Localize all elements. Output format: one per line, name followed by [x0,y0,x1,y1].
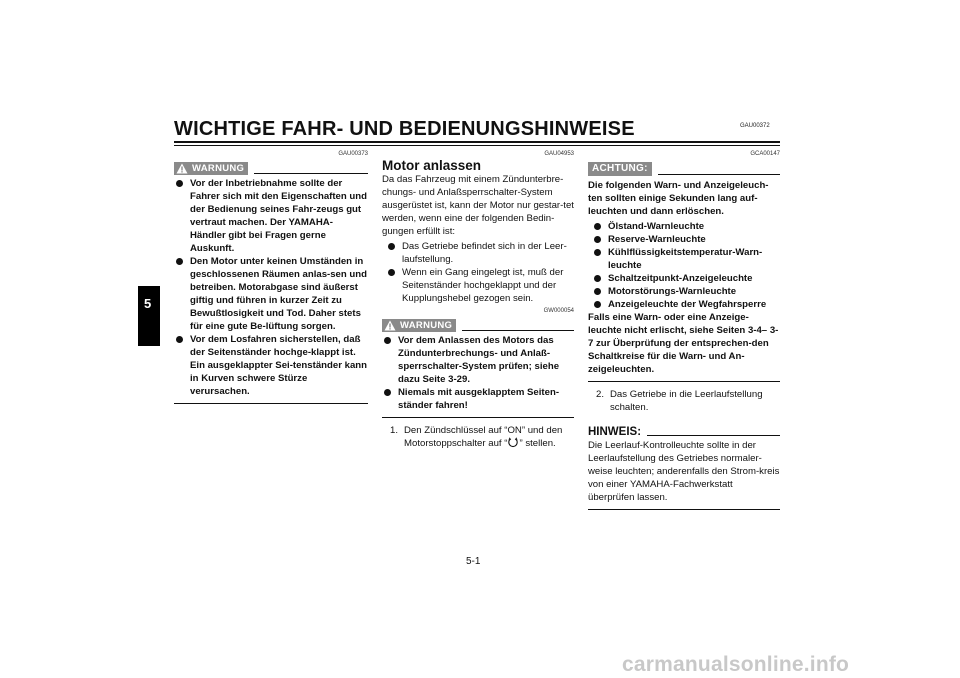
page-title: WICHTIGE FAHR- UND BEDIENUNGSHINWEISE [174,118,635,140]
condition-list [382,240,574,305]
list-item: Vor dem Losfahren sicherstellen, daß der Seitenständer hochge-klappt ist. Ein ausgeklappter Sei-tenständer kann in Kurven schwere Stürze verursachen. [174,333,368,398]
warning-triangle-icon [176,163,188,174]
block-code: GCA00147 [750,151,780,157]
list-item: Vor der Inbetriebnahme sollte der Fahrer sich mit den Eigenschaften und der Bedienung seines Fahr-zeugs gut vertraut machen. Der YAMAHA-Händler gibt bei Fragen gerne Auskunft. [174,177,368,255]
list-item: Niemals mit ausgeklapptem Seiten-ständer fahren! [382,386,574,412]
bullet-dot-icon [388,269,395,276]
list-item: Schaltzeitpunkt-Anzeigeleuchte [588,272,780,285]
warning-rule [254,173,368,174]
page-number: 5-1 [466,556,481,567]
bullet-dot-icon [176,258,183,265]
block-code: GAU04953 [544,151,574,157]
bullet-dot-icon [176,336,183,343]
block-code: GAU00373 [338,151,368,157]
note-box-end [588,509,780,510]
caution-box-end [588,381,780,382]
bullet-dot-icon [594,288,601,295]
watermark: carmanualsonline.info [622,653,850,676]
warning-header [382,319,574,332]
bullet-dot-icon [384,337,391,344]
step-number: 2. [596,389,605,400]
caution-rule [658,174,780,175]
warning-list [382,334,574,412]
step-1: 1. Den Zündschlüssel auf “ON” und den Motorstoppschalter auf “ ” stellen. [390,425,563,449]
engine-run-symbol-icon [507,437,519,448]
section-code: GAU00372 [740,123,770,129]
column-1 [174,150,368,404]
caution-intro: Die folgenden Warn- und Anzeigeleuch-ten sollten einige Sekunden lang auf-leuchten und dann erlöschen. [588,180,769,217]
step-2: 2. Das Getriebe in die Leerlaufstellung schalten. [596,389,763,413]
caution-header [588,162,780,176]
column-3 [588,150,780,510]
warning-label: WARNUNG [400,320,453,331]
section-heading: Motor anlassen [382,158,482,173]
note-rule [647,435,780,436]
warning-triangle-icon [384,320,396,331]
bullet-dot-icon [594,301,601,308]
column-2 [382,150,574,450]
note-header [588,426,780,439]
bullet-dot-icon [594,223,601,230]
warning-label: WARNUNG [192,163,245,174]
warning-badge [382,319,456,332]
bullet-dot-icon [388,243,395,250]
bullet-dot-icon [384,389,391,396]
bullet-dot-icon [594,249,601,256]
list-item: Vor dem Anlassen des Motors das Zündunterbrechungs- und Anlaß-sperrschalter-System prüfen; siehe dazu Seite 3-29. [382,334,574,386]
chapter-tab [138,286,160,346]
list-item: Den Motor unter keinen Umständen in geschlossenen Räumen anlas-sen und betreiben. Motorabgase sind äußerst giftig und führen in kurzer Zeit zu Bewußtlosigkeit und Tod. Daher stets für eine gute Be-lüftung sorgen. [174,255,368,333]
bullet-dot-icon [594,275,601,282]
list-item: Wenn ein Gang eingelegt ist, muß der Seitenständer hochgeklappt und der Kupplungshebel gezogen sein. [382,266,574,305]
chapter-number: 5 [144,296,152,311]
list-item: Reserve-Warnleuchte [588,233,780,246]
warning-box-end [382,417,574,418]
title-rule [174,141,780,143]
warning-rule [462,330,574,331]
list-item: Anzeigeleuchte der Wegfahrsperre [588,298,780,311]
indicator-list [588,220,780,311]
intro-text: Da das Fahrzeug mit einem Zündunterbre-chungs- und Anlaßsperrschalter-System ausgerüstet ist, kann der Motor nur gestar-tet werden, wenn eine der folgenden Bedin-gungen erfüllt ist: [382,174,574,237]
warning-header [174,162,368,175]
caution-outro: Falls eine Warn- oder eine Anzeige-leuchte nicht erlischt, siehe Seiten 3-4– 3-7 zur Überprüfung der entsprechen-den Schaltkreise für die Warn- und An-zeigeleuchten. [588,312,779,375]
warning-box-end [174,403,368,404]
list-item: Das Getriebe befindet sich in der Leer-laufstellung. [382,240,574,266]
note-text: Die Leerlauf-Kontrolleuchte sollte in der Leerlaufstellung des Getriebes normaler-weise leuchten; anderenfalls den Strom-kreis von einer YAMAHA-Fachwerkstatt überprüfen lassen. [588,440,780,503]
list-item: Motorstörungs-Warnleuchte [588,285,780,298]
title-rule-thin [174,145,780,146]
list-item: Kühlflüssigkeitstemperatur-Warn-leuchte [588,246,780,272]
step-number: 1. [390,425,399,436]
warning-list [174,177,368,398]
list-item: Ölstand-Warnleuchte [588,220,780,233]
warning-badge [174,162,248,175]
bullet-dot-icon [176,180,183,187]
note-label: HINWEIS: [588,426,642,438]
bullet-dot-icon [594,236,601,243]
caution-badge: ACHTUNG: [588,162,652,176]
block-code: GW000054 [543,308,574,314]
